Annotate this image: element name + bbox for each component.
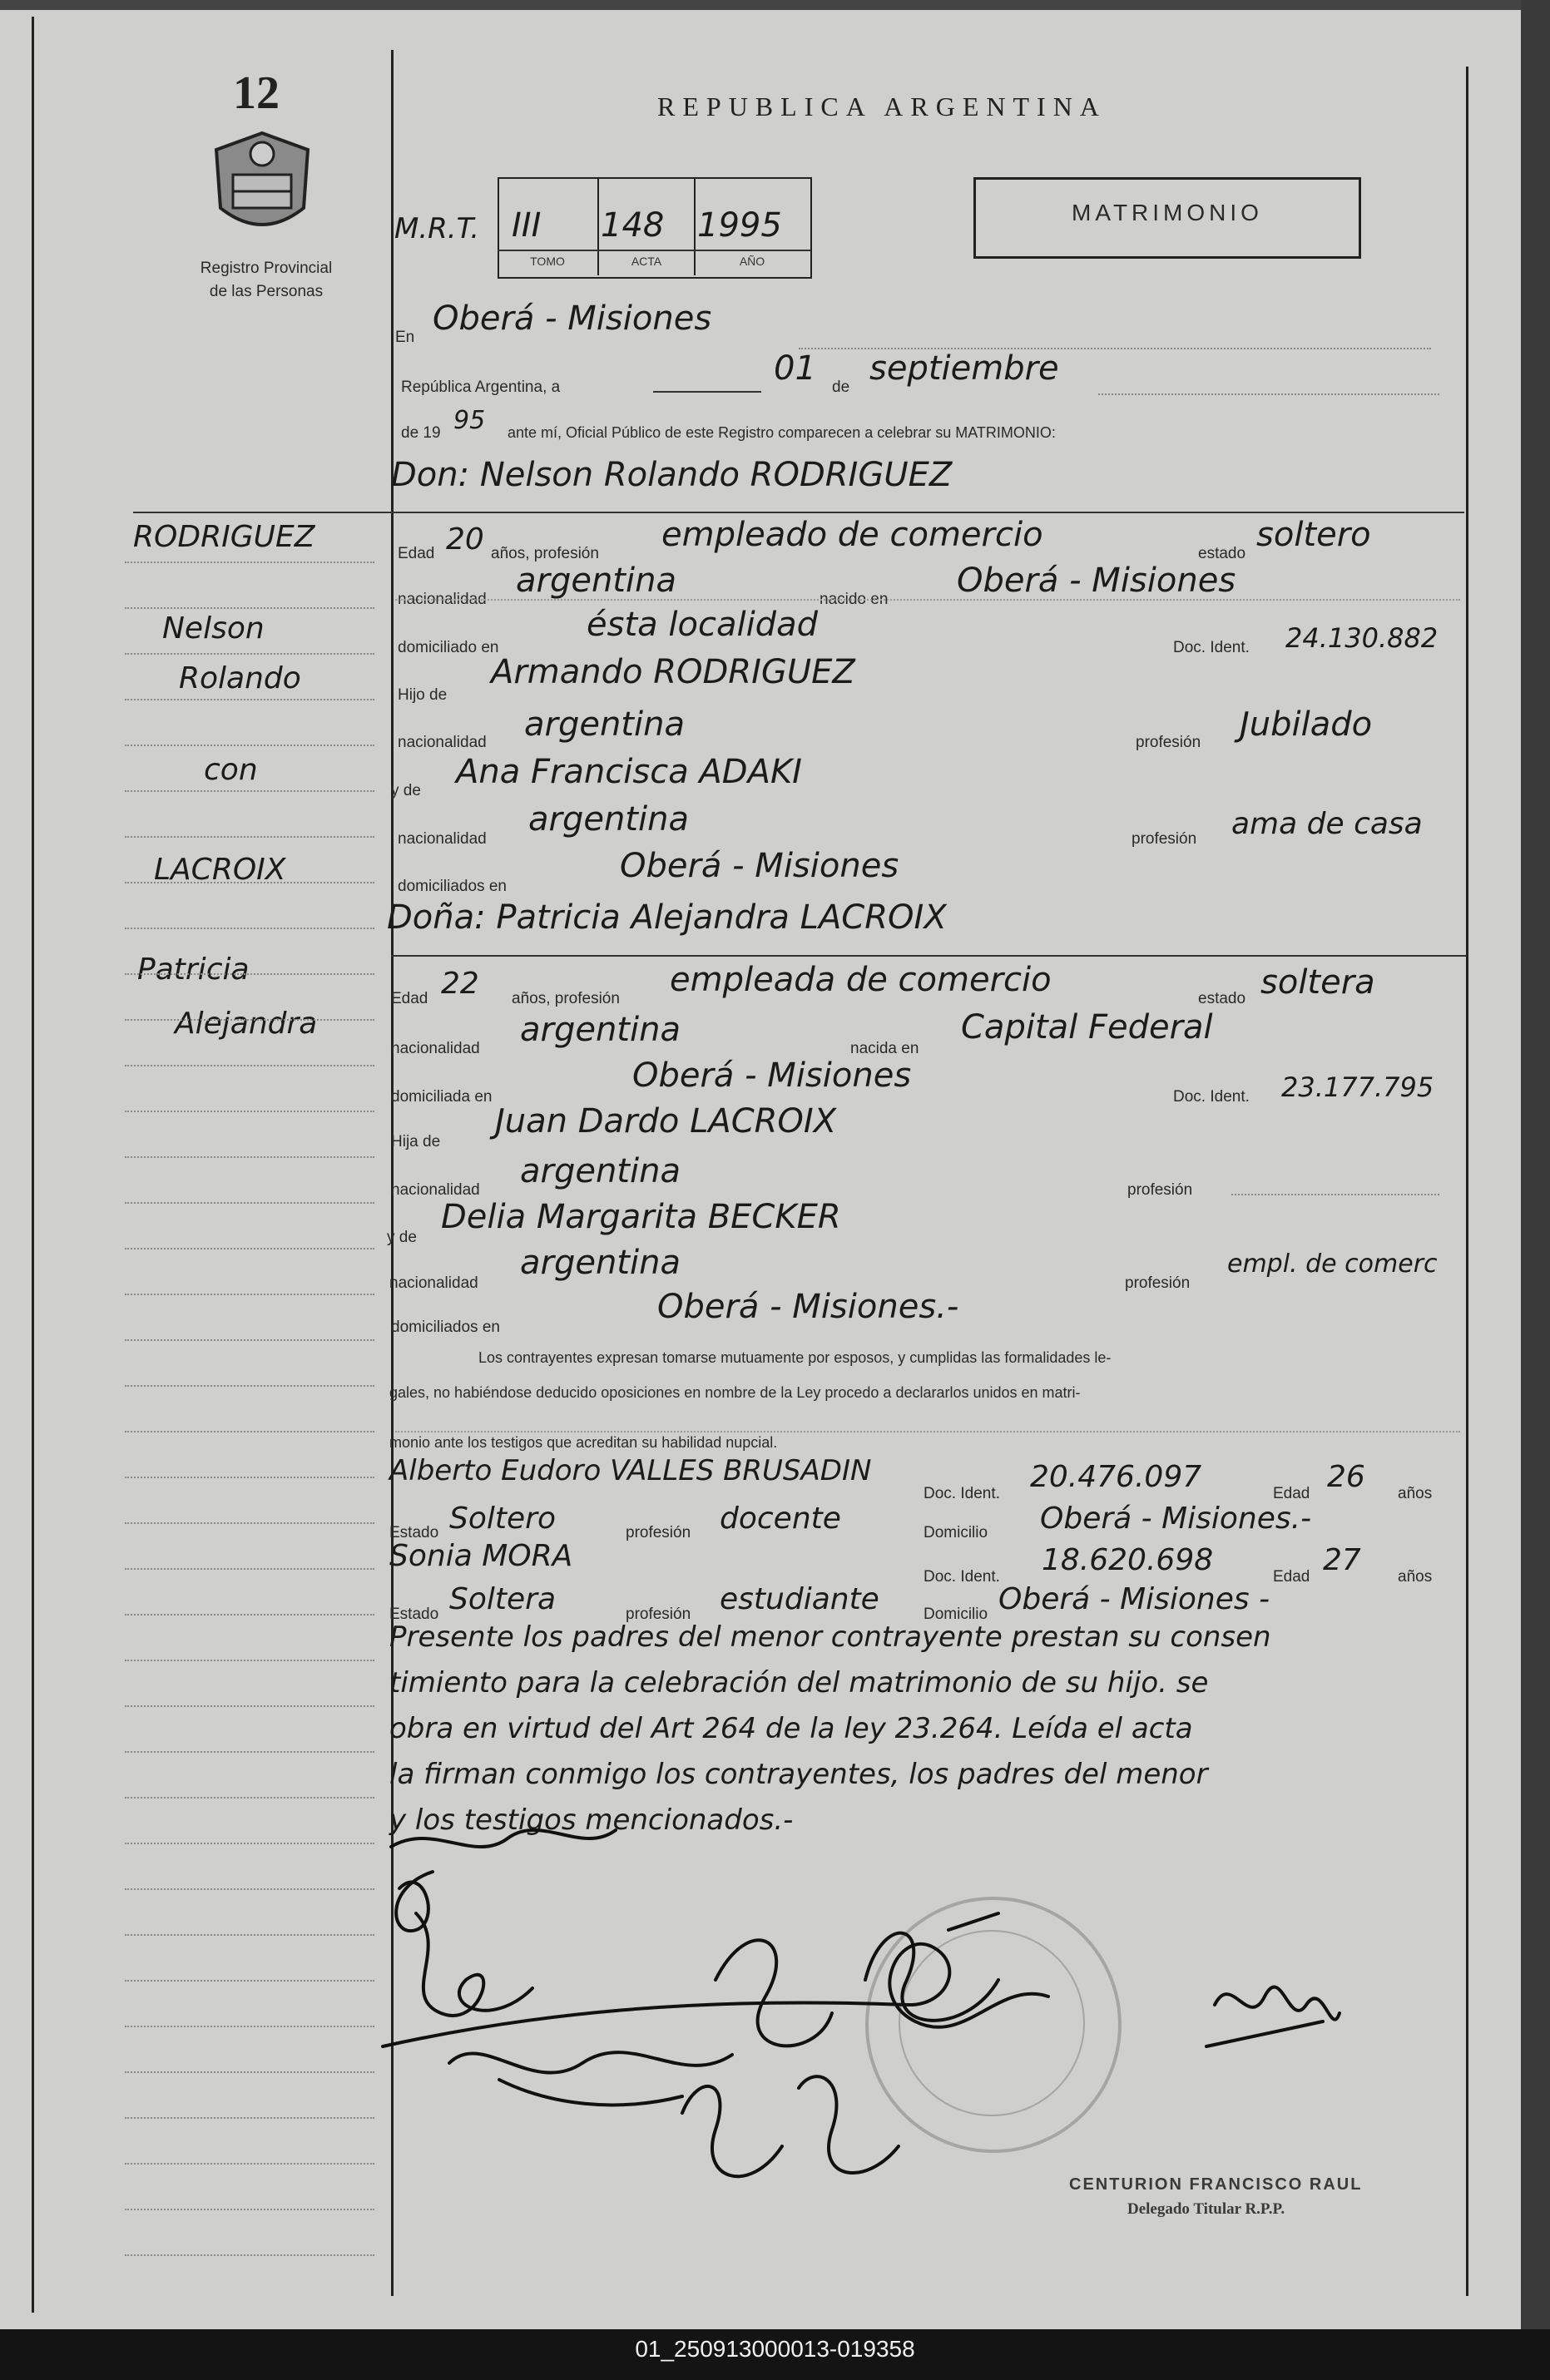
bride-father: Juan Dardo LACROIX [495, 1102, 837, 1141]
margin-rule [125, 2163, 374, 2165]
witness2-estado: Soltera [449, 1582, 557, 1616]
record-type: MATRIMONIO [1072, 200, 1263, 225]
margin-bride-name1: Patricia [137, 952, 250, 987]
witness2-estado-label: Estado [389, 1606, 439, 1623]
groom-nacido-label: nacido en [820, 591, 889, 608]
witness2-profesion: estudiante [720, 1582, 879, 1616]
groom-hijo-label: Hijo de [398, 686, 448, 704]
groom-edad-label: Edad [398, 545, 435, 562]
margin-rule [125, 562, 374, 563]
witness2-edad: 27 [1323, 1543, 1361, 1577]
groom-father: Armando RODRIGUEZ [491, 653, 855, 691]
intro-text: ante mí, Oficial Público de este Registro comparecen a celebrar su MATRIMONIO: [508, 424, 1056, 441]
bride-nacionalidad: argentina [520, 1011, 681, 1049]
witness2-doc: 18.620.698 [1042, 1543, 1214, 1577]
page-number: 12 [233, 67, 280, 119]
registry-line1: Registro Provincial [200, 260, 333, 277]
margin-rule [125, 928, 374, 929]
margin-rule [125, 1614, 374, 1616]
margin-rule [125, 1065, 374, 1066]
year-prefix: de 19 [401, 424, 441, 442]
witness1-domicilio-label: Domicilio [924, 1524, 988, 1541]
groom-father-prof-label: profesión [1136, 734, 1201, 751]
bride-mother-prof: empl. de comerc [1227, 1249, 1438, 1279]
groom-yde-label: y de [391, 782, 421, 799]
bride-estado-label: estado [1198, 990, 1246, 1007]
witness2-profesion-label: profesión [626, 1606, 691, 1623]
witness2-domicilio-label: Domicilio [924, 1606, 988, 1623]
bride-father-nac: argentina [520, 1152, 681, 1190]
margin-rule [125, 1111, 374, 1112]
mrt-ano-value: 1995 [697, 206, 782, 245]
margin-rule [125, 882, 374, 883]
mrt-tomo-label: TOMO [530, 255, 565, 268]
groom-nacionalidad-label: nacionalidad [398, 591, 487, 608]
groom-mother-nac-label: nacionalidad [398, 830, 487, 848]
mrt-acta-value: 148 [601, 206, 665, 245]
margin-rule [125, 2254, 374, 2256]
groom-domicilio: ésta localidad [587, 606, 818, 644]
bride-yde-label: y de [387, 1229, 417, 1246]
declaration-line1: Los contrayentes expresan tomarse mutuamente por esposos, y cumplidas las formalidades le- [478, 1349, 1112, 1366]
groom-nacido: Oberá - Misiones [957, 562, 1236, 600]
witness1-profesion-label: profesión [626, 1524, 691, 1541]
signatures [366, 1813, 1448, 2279]
notes-line3: obra en virtud del Art 264 de la ley 23.264. Leída el acta [389, 1712, 1193, 1745]
bride-nacionalidad-label: nacionalidad [391, 1040, 480, 1057]
mrt-ano-label: AÑO [739, 255, 765, 268]
witness1-anos-label: años [1398, 1485, 1433, 1502]
witness1-doc-label: Doc. Ident. [924, 1485, 1000, 1502]
margin-rule [125, 973, 374, 975]
margin-rule [125, 607, 374, 609]
groom-heading: Don: Nelson Rolando RODRIGUEZ [391, 456, 953, 494]
margin-rule [125, 1568, 374, 1570]
groom-anos-profesion-label: años, profesión [491, 545, 599, 562]
bride-doc: 23.177.795 [1281, 1071, 1434, 1103]
groom-edad: 20 [446, 522, 484, 557]
margin-rule [125, 699, 374, 700]
groom-mother-prof: ama de casa [1231, 807, 1423, 841]
margin-rule [125, 2117, 374, 2119]
margin-rule [125, 1019, 374, 1021]
scan-edge-top [0, 0, 1550, 10]
margin-groom-name1: Nelson [162, 611, 265, 646]
officer-title: Delegado Titular R.P.P. [1127, 2200, 1285, 2218]
bride-mother-prof-label: profesión [1125, 1274, 1191, 1292]
groom-profesion: empleado de comercio [661, 516, 1043, 554]
declaration-line2: gales, no habiéndose deducido oposiciones en nombre de la Ley procedo a declararlos unidos en matri- [389, 1384, 1081, 1401]
witness1-doc: 20.476.097 [1030, 1460, 1202, 1494]
groom-estado-label: estado [1198, 545, 1246, 562]
groom-doc-label: Doc. Ident. [1173, 639, 1250, 656]
registry-line2: de las Personas [209, 283, 324, 300]
bride-father-nac-label: nacionalidad [391, 1181, 480, 1199]
scan-edge-right [1521, 0, 1550, 2329]
margin-rule [125, 1431, 374, 1432]
bride-parents-dom: Oberá - Misiones.- [657, 1288, 959, 1326]
bride-nacida: Capital Federal [961, 1008, 1213, 1047]
bride-edad: 22 [441, 967, 479, 1001]
bride-domicilio: Oberá - Misiones [632, 1056, 912, 1095]
margin-rule [125, 1385, 374, 1387]
bride-mother-nac-label: nacionalidad [389, 1274, 478, 1292]
witness2-doc-label: Doc. Ident. [924, 1568, 1000, 1586]
fill-line [653, 391, 761, 393]
bride-father-prof-label: profesión [1127, 1181, 1193, 1199]
fill-line [1231, 1194, 1439, 1195]
header-month: septiembre [869, 349, 1059, 388]
registry-emblem [208, 125, 316, 241]
bride-edad-label: Edad [391, 990, 428, 1007]
mrt-label-rule [498, 250, 810, 251]
margin-rule [125, 836, 374, 838]
notes-line2: timiento para la celebración del matrimonio de su hijo. se [389, 1666, 1209, 1700]
margin-bride-surname: LACROIX [154, 853, 286, 887]
notes-line4: la firman conmigo los contrayentes, los padres del menor [389, 1758, 1208, 1791]
groom-estado: soltero [1256, 516, 1371, 554]
margin-rule [125, 790, 374, 792]
groom-parents-dom: Oberá - Misiones [620, 847, 899, 885]
margin-rule [125, 1660, 374, 1661]
groom-doc: 24.130.882 [1285, 622, 1439, 654]
bride-hija-label: Hija de [391, 1133, 441, 1150]
witness2-anos-label: años [1398, 1568, 1433, 1586]
country-title: REPUBLICA ARGENTINA [657, 92, 1107, 121]
witness1-estado: Soltero [449, 1502, 556, 1536]
mrt-tomo-value: III [512, 206, 542, 245]
notes-line5: y los testigos mencionados.- [389, 1804, 794, 1837]
footer-id: 01_250913000013-019358 [635, 2336, 915, 2362]
page-left-border [32, 17, 34, 2313]
margin-rule [125, 1751, 374, 1753]
header-day: 01 [774, 349, 816, 388]
bride-domiciliados-label: domiciliados en [391, 1319, 500, 1336]
bride-estado: soltera [1260, 963, 1375, 1002]
witness1-estado-label: Estado [389, 1524, 439, 1541]
margin-rule [125, 1797, 374, 1799]
margin-groom-surname: RODRIGUEZ [133, 520, 315, 554]
margin-bride-name2: Alejandra [175, 1007, 318, 1041]
body-rule [395, 1431, 1460, 1432]
groom-father-nac: argentina [524, 705, 685, 744]
bride-mother: Delia Margarita BECKER [441, 1198, 841, 1236]
groom-mother: Ana Francisca ADAKI [456, 753, 802, 791]
section-rule-bride [391, 955, 1466, 957]
witness1-domicilio: Oberá - Misiones.- [1040, 1502, 1312, 1536]
groom-domiciliados-label: domiciliados en [398, 878, 507, 895]
declaration-line3: monio ante los testigos que acreditan su habilidad nupcial. [389, 1434, 778, 1451]
republica-label: República Argentina, a [401, 379, 561, 396]
margin-rule [125, 1888, 374, 1890]
groom-father-prof: Jubilado [1240, 705, 1373, 744]
margin-con: con [204, 753, 258, 787]
groom-mother-nac: argentina [528, 800, 689, 839]
margin-rule [125, 1934, 374, 1936]
groom-domiciliado-label: domiciliado en [398, 639, 499, 656]
margin-rule [125, 1477, 374, 1478]
witness2-domicilio: Oberá - Misiones - [998, 1582, 1270, 1616]
margin-groom-name2: Rolando [179, 661, 301, 695]
margin-rule [125, 1202, 374, 1204]
witness1-name: Alberto Eudoro VALLES BRUSADIN [389, 1454, 872, 1487]
header-place: Oberá - Misiones [433, 299, 712, 338]
notes-line1: Presente los padres del menor contrayente prestan su consen [389, 1620, 1271, 1654]
margin-rule [125, 2071, 374, 2073]
section-rule-groom [133, 512, 1464, 513]
margin-rule [125, 1843, 374, 1844]
year-suffix: 95 [453, 406, 486, 435]
witness1-profesion: docente [720, 1502, 841, 1536]
margin-rule [125, 1294, 374, 1295]
witness1-edad-label: Edad [1273, 1485, 1310, 1502]
mrt-label: M.R.T. [394, 212, 480, 245]
groom-father-nac-label: nacionalidad [398, 734, 487, 751]
de-label: de [832, 379, 850, 396]
margin-rule [125, 2209, 374, 2210]
bride-nacida-label: nacida en [850, 1040, 919, 1057]
en-label: En [395, 329, 415, 346]
witness2-edad-label: Edad [1273, 1568, 1310, 1586]
margin-rule [125, 2026, 374, 2027]
fill-line [1098, 393, 1439, 395]
margin-rule [125, 1339, 374, 1341]
bride-domiciliada-label: domiciliada en [391, 1088, 493, 1106]
bride-anos-profesion-label: años, profesión [512, 990, 620, 1007]
margin-rule [125, 745, 374, 746]
witness2-name: Sonia MORA [389, 1539, 573, 1573]
margin-rule [125, 1705, 374, 1707]
margin-rule [125, 1980, 374, 1982]
bride-doc-label: Doc. Ident. [1173, 1088, 1250, 1106]
groom-mother-prof-label: profesión [1132, 830, 1197, 848]
groom-nacionalidad: argentina [516, 562, 676, 600]
witness1-edad: 26 [1327, 1460, 1365, 1494]
officer-name: CENTURION FRANCISCO RAUL [1069, 2175, 1363, 2194]
bride-heading: Doña: Patricia Alejandra LACROIX [387, 898, 947, 937]
body-rule [395, 599, 1460, 601]
bride-profesion: empleada de comercio [670, 961, 1052, 999]
bride-mother-nac: argentina [520, 1244, 681, 1282]
margin-rule [125, 1156, 374, 1158]
margin-rule [125, 1522, 374, 1524]
mrt-acta-label: ACTA [631, 255, 662, 268]
margin-rule [125, 1248, 374, 1249]
margin-rule [125, 653, 374, 655]
page-right-border [1466, 67, 1468, 2296]
